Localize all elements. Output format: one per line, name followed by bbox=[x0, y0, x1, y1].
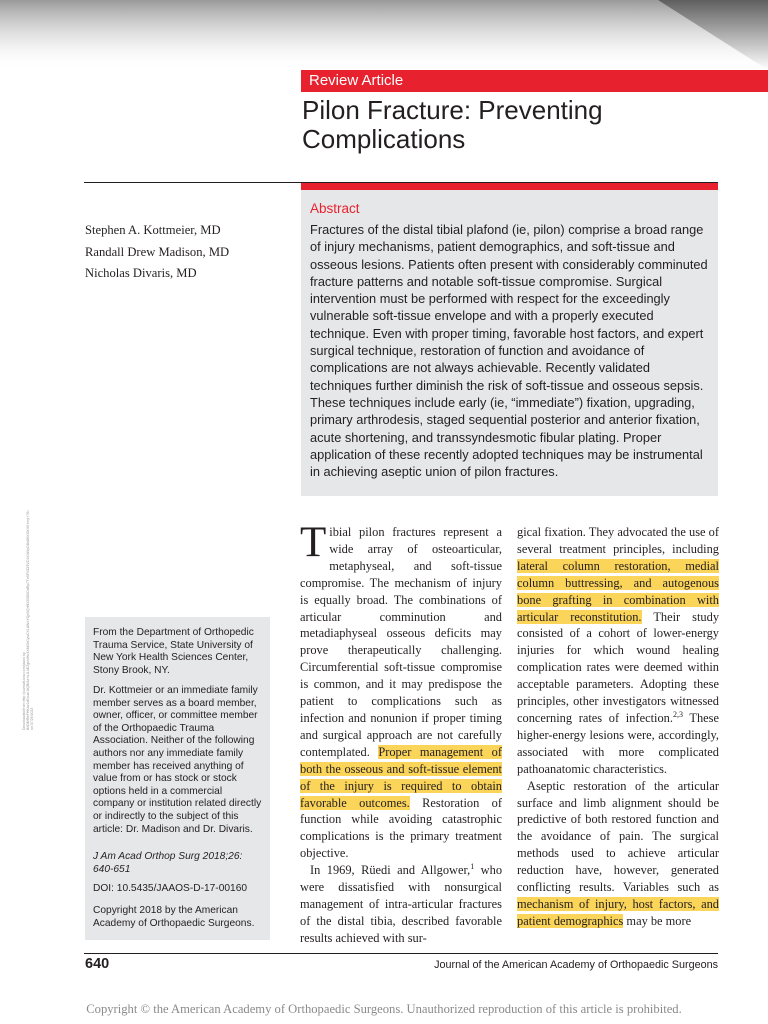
disclosure: Dr. Kottmeier or an immediate family member serves as a board member, owner, officer, or committee member of the Orthopaedic Trauma Association. Neither of the following authors nor any immediate family member has received anything of value from or has stock or stock options held in a commercial company or institution related directly or indirectly to the subject of this article: Dr. Madison and Dr. Divaris. bbox=[93, 685, 262, 835]
highlighted-text[interactable]: Proper management of both the osseous and soft-tissue element of the injury is required to obtain favorable outcomes. bbox=[300, 744, 502, 810]
body-column-left bbox=[300, 519, 503, 947]
abstract-text: Fractures of the distal tibial plafond (ie, pilon) comprise a broad range of injury mechanisms, patient demographics, and soft-tissue and osseous lesions. Patients often present with considerably comminuted fracture patterns and notable soft-tissue compromise. Surgical intervention must be performed with respect for the exceedingly vulnerable soft-tissue envelope and with a properly executed technique. Even with proper timing, favorable host factors, and expert surgical technique, restoration of function and avoidance of complications are not always achievable. Recently validated techniques further diminish the risk of soft-tissue and osseous sepsis. These techniques include early (ie, “immediate”) fixation, upgrading, primary arthrodesis, staged sequential posterior and anterior fixation, acute shortening, and transsyndesmotic fibular plating. Proper application of these recently adopted techniques may be instrumental in achieving aseptic union of pilon fractures. bbox=[310, 222, 708, 480]
body-text: gical fixation. They advocated the use of several treatment principles, including bbox=[517, 525, 719, 556]
body-text: Aseptic restoration of the articular surface and limb alignment should be predictive of both restored function and the avoidance of pain. The surgical methods used to achieve articular reduction have, however, generated conflicting results. Variables such as bbox=[517, 778, 719, 895]
article-info-box bbox=[85, 617, 270, 940]
body-paragraph bbox=[300, 862, 502, 947]
article-title: Pilon Fracture: Preventing Complications bbox=[302, 95, 603, 154]
affiliation: From the Department of Orthopedic Trauma Service, State University of New York Health Sciences Center, Stony Brook, NY. bbox=[93, 627, 254, 676]
page-fold-highlight bbox=[0, 0, 768, 70]
citation: J Am Acad Orthop Surg 2018;26: 640-651 bbox=[93, 851, 243, 875]
abstract-heading: Abstract bbox=[310, 201, 360, 216]
footer-divider bbox=[84, 953, 718, 954]
body-paragraph bbox=[517, 524, 719, 778]
body-paragraph bbox=[300, 519, 502, 862]
journal-name: Journal of the American Academy of Orthopaedic Surgeons bbox=[434, 959, 718, 971]
body-paragraph bbox=[517, 778, 719, 930]
reference-marker[interactable]: 2,3 bbox=[672, 709, 683, 719]
page-number: 640 bbox=[85, 956, 110, 972]
section-banner bbox=[301, 70, 768, 92]
author-name: Randall Drew Madison, MD bbox=[85, 244, 230, 259]
body-text: ibial pilon fractures represent a wide array of osteoarticular, metaphyseal, and soft-tissue compromise. The mechanism of injury is equally broad. The combinations of articular comminution and metadiaphyseal osseous deficits may prove therapeutically challenging. Circumferential soft-tissue compromise is common, and it may predispose the patient to complications such as infection and nonunion if proper timing and surgical approach are not carefully contemplated. bbox=[300, 525, 502, 759]
body-text: may be more bbox=[623, 913, 692, 928]
body-text: In 1969, Rüedi and Allgower, bbox=[310, 863, 471, 878]
copyright-line: Copyright 2018 by the American Academy of Orthopaedic Surgeons. bbox=[93, 905, 255, 929]
author-list bbox=[85, 220, 229, 285]
author-name: Nicholas Divaris, MD bbox=[85, 266, 197, 280]
body-text: who were dissatisfied with nonsurgical management of intra-articular fractures of the distal tibia, described favorable results achieved with sur- bbox=[300, 863, 503, 945]
reference-marker[interactable]: 1 bbox=[470, 862, 475, 871]
body-text: Their study consisted of a cohort of lower-energy injuries for which wound healing complication rates were deemed within acceptable parameters. Adopting these principles, other investigators witnessed concerning rates of infection. bbox=[517, 609, 720, 725]
body-column-right bbox=[517, 524, 719, 930]
highlighted-text[interactable]: mechanism of injury, host factors, and patient demographics bbox=[517, 896, 719, 928]
abstract-box bbox=[301, 183, 718, 496]
drop-cap: T bbox=[300, 519, 327, 566]
highlighted-text[interactable]: lateral column restoration, medial column buttressing, and autogenous bone grafting in combination with articular reconstitution. bbox=[517, 558, 719, 624]
download-stamp: Downloaded from http://journals.lww.com/jaaos by BhDMf5ePHKav1zEoum1tQfN4a+kJLhEZgbsIHo4XMi0hCywCX1AWnYQp/IlQrHD3i3D0OdRyi7TvSFl4Cf3VC4/OAVpDDa8KKGKV0Ymy+78= on 07/29/2023 bbox=[22, 509, 34, 730]
author-name: Stephen A. Kottmeier, MD bbox=[85, 223, 221, 237]
body-text: Restoration of function while avoiding catastrophic complications is the primary treatment objective. bbox=[300, 795, 502, 861]
copyright-notice: Copyright © the American Academy of Orthopaedic Surgeons. Unauthorized reproduction of this article is prohibited. bbox=[86, 1002, 682, 1016]
section-label: Review Article bbox=[309, 72, 404, 89]
body-text: These higher-energy lesions were, accordingly, associated with more complicated pathoanatomic characteristics. bbox=[517, 710, 719, 776]
doi: DOI: 10.5435/JAAOS-D-17-00160 bbox=[93, 883, 248, 894]
